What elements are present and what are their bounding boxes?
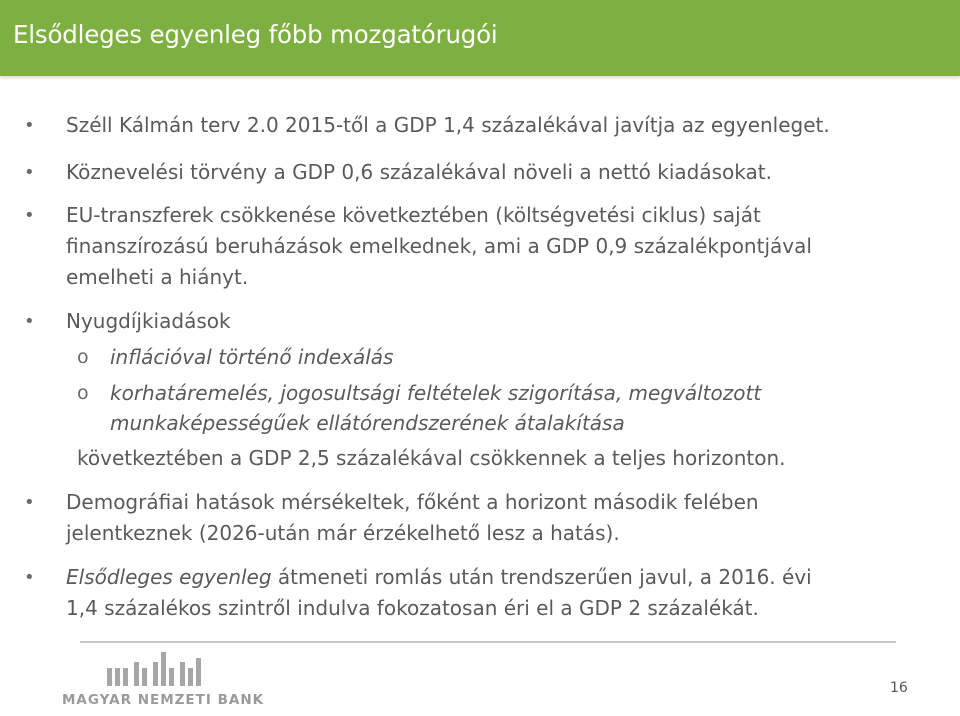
- pension-conclusion: következtében a GDP 2,5 százalékával csökkennek a teljes horizonton.: [77, 446, 786, 470]
- bullet-text: emelheti a hiányt.: [66, 265, 249, 289]
- bullet-dot-icon: •: [24, 567, 35, 588]
- bullet-text: finanszírozású beruházások emelkednek, ami a GDP 0,9 százalékpontjával: [66, 234, 812, 258]
- bullet-dot-icon: •: [24, 162, 35, 183]
- title-bar: [0, 0, 960, 76]
- sub-bullet-ring-icon: o: [77, 382, 89, 404]
- bullet-dot-icon: •: [24, 205, 35, 226]
- bullet-text: EU-transzferek csökkenése következtében (költségvetési ciklus) saját: [66, 203, 761, 227]
- bullet-text: jelentkeznek (2026-után már érzékelhető lesz a hatás).: [66, 521, 620, 545]
- bullet-dot-icon: •: [24, 492, 35, 513]
- bullet-text: 1,4 százalékos szintről indulva fokozatosan éri el a GDP 2 százalékát.: [66, 596, 759, 620]
- bank-name: MAGYAR NEMZETI BANK: [62, 692, 265, 708]
- bullet-dot-icon: •: [24, 115, 35, 136]
- bullet-text: Köznevelési törvény a GDP 0,6 százalékával növeli a nettó kiadásokat.: [66, 160, 772, 184]
- bullet-text: Demográfiai hatások mérsékeltek, főként a horizont második felében: [66, 490, 759, 514]
- sub-bullet-text: korhatáremelés, jogosultsági feltételek szigorítása, megváltozott: [110, 381, 762, 405]
- final-line-rest: átmeneti romlás után trendszerűen javul, a 2016. évi: [271, 565, 812, 589]
- bullet-text: [66, 562, 926, 593]
- sub-bullet-text: inflációval történő indexálás: [110, 345, 394, 369]
- footer-divider: [80, 641, 896, 643]
- slide-title: Elsődleges egyenleg főbb mozgatórugói: [13, 20, 498, 49]
- mnb-logo: [62, 648, 265, 714]
- bullet-dot-icon: •: [24, 311, 35, 332]
- italic-lead: Elsődleges egyenleg: [66, 565, 272, 589]
- sub-bullet-ring-icon: o: [77, 346, 89, 368]
- sub-bullet-text: munkaképességűek ellátórendszerének átalakítása: [110, 411, 625, 435]
- page-number: 16: [890, 680, 908, 696]
- bullet-text: Nyugdíjkiadások: [66, 309, 231, 333]
- bullet-text: Széll Kálmán terv 2.0 2015-től a GDP 1,4 százalékával javítja az egyenleget.: [66, 113, 830, 137]
